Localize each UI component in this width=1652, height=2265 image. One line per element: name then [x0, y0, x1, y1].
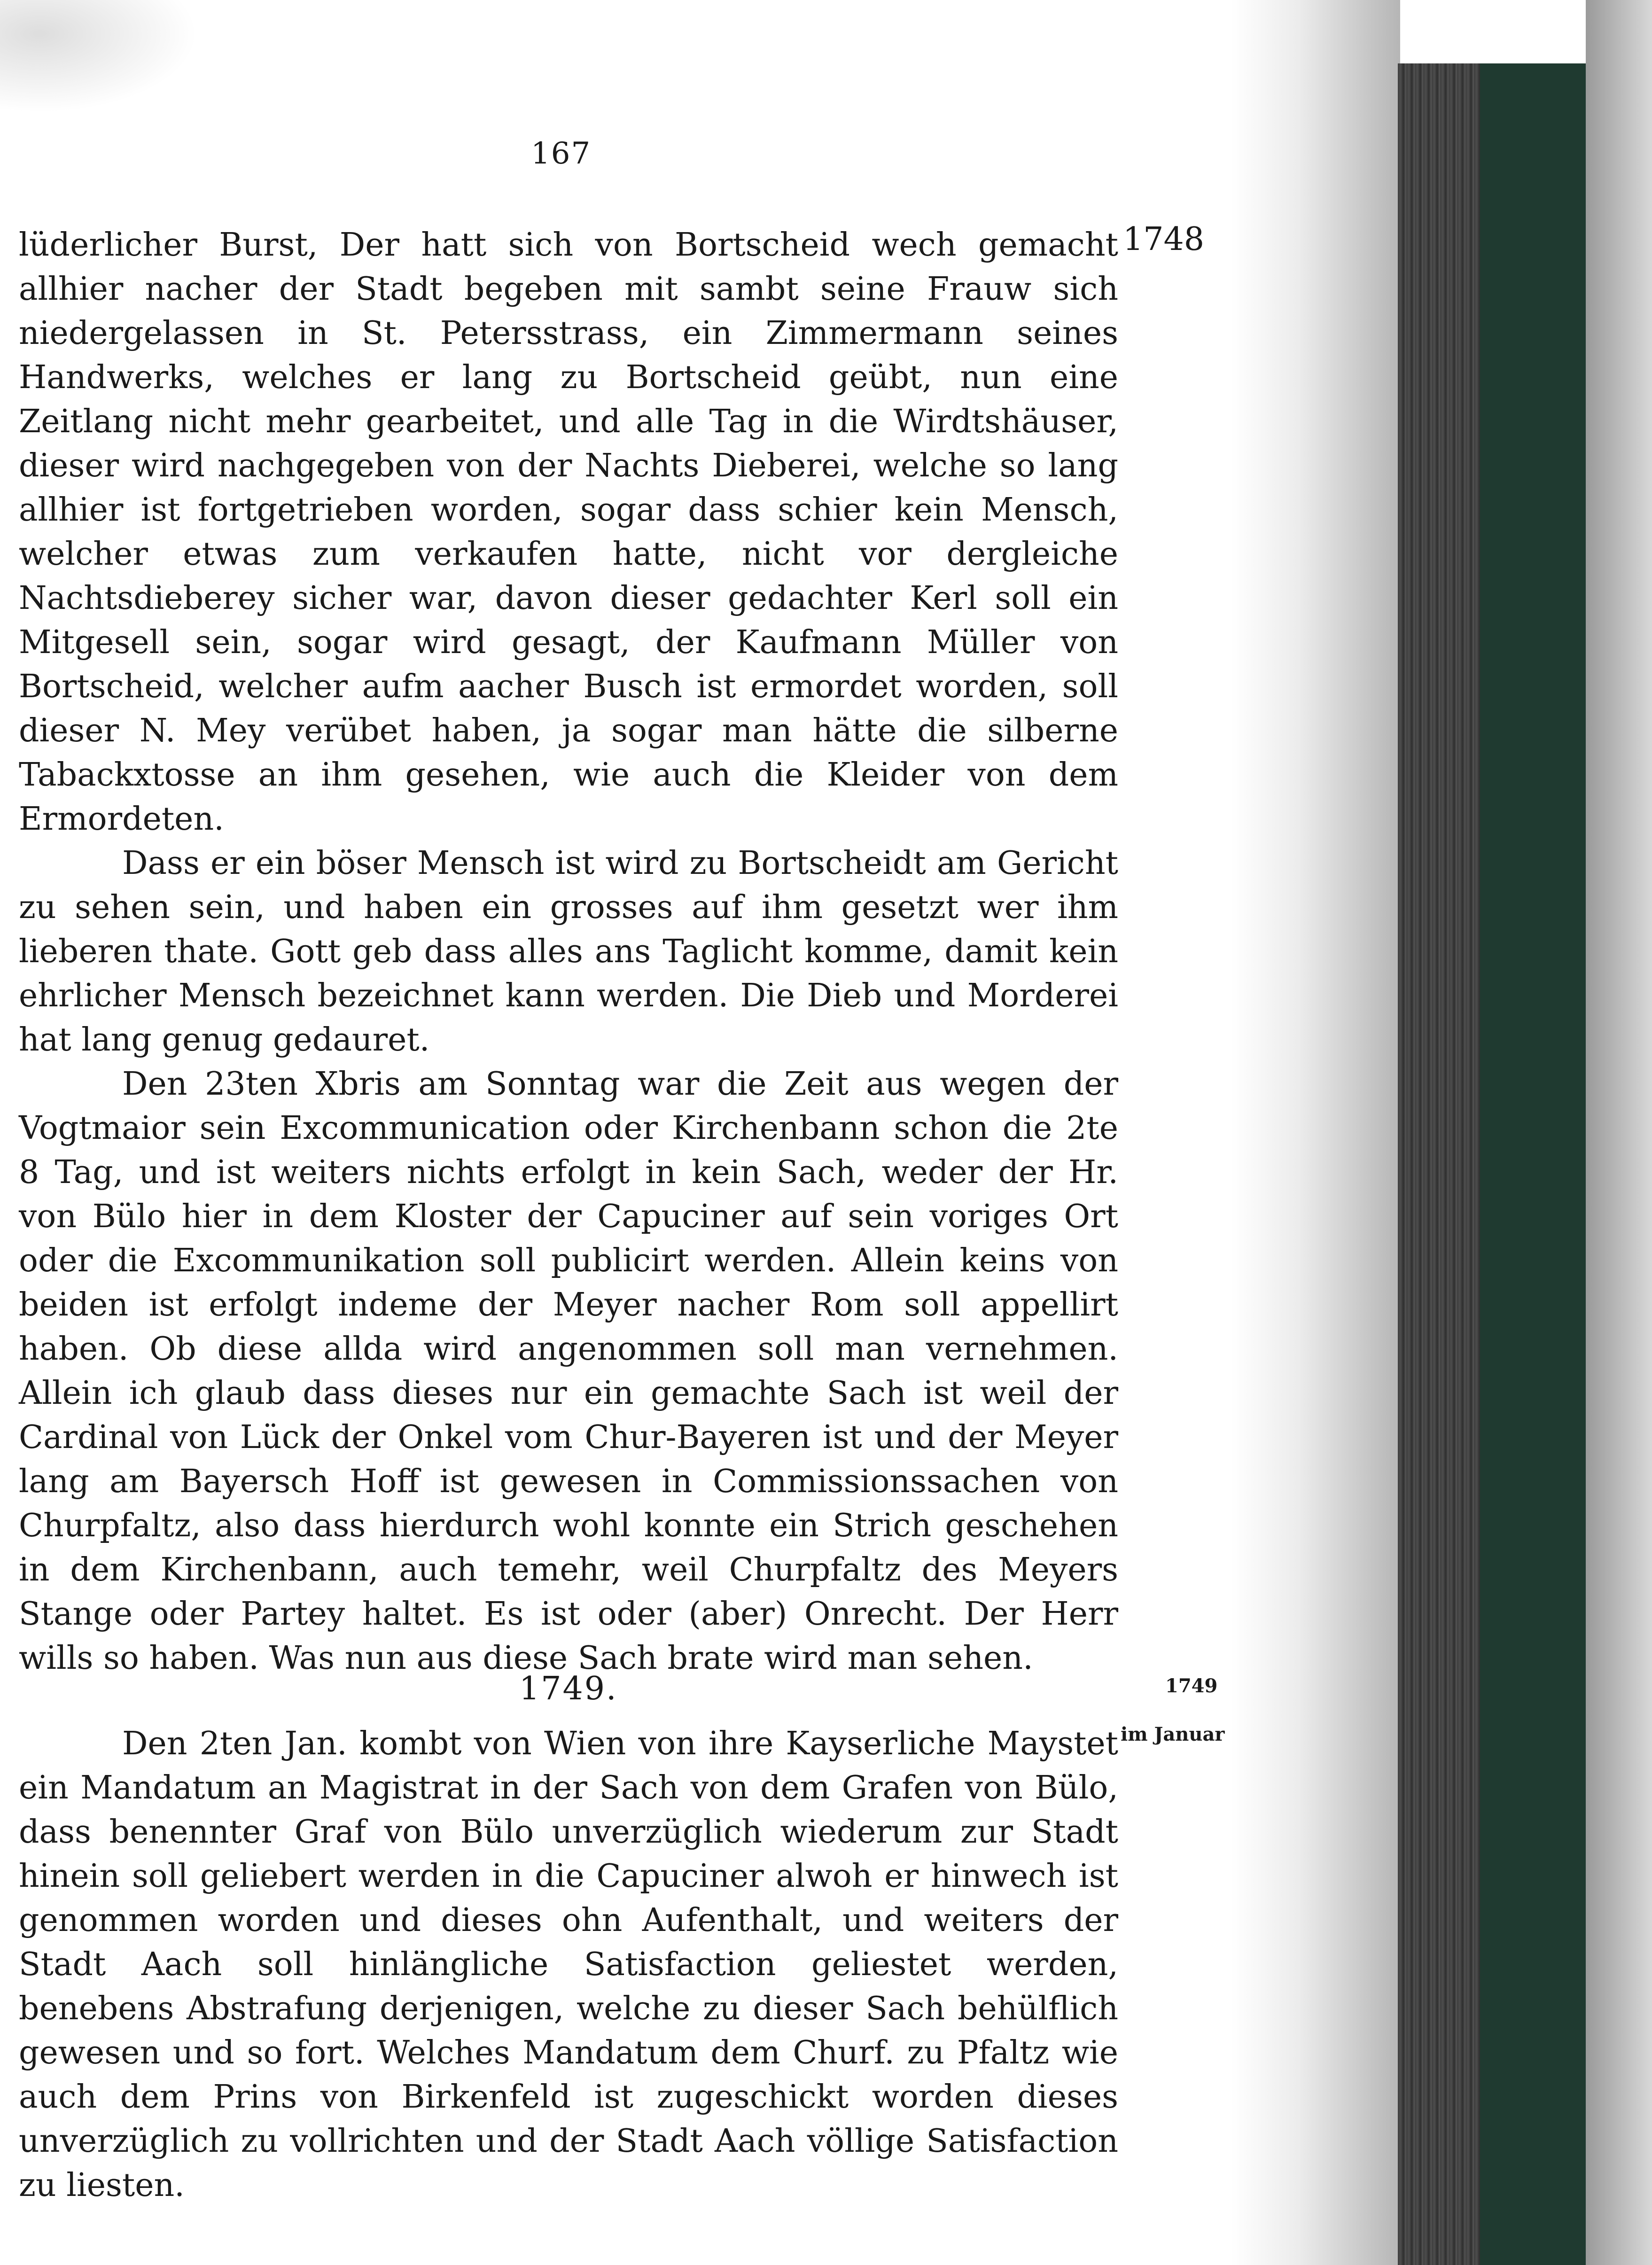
section-heading-1749: 1749.: [519, 1670, 618, 1707]
paragraph-23ten-xbris: Den 23ten Xbris am Sonntag war die Zeit aus wegen der Vogtmaior sein Excommunication oder Kirchenbann schon die 2te 8 Tag, und ist weiters nichts erfolgt in kein Sach, weder der Hr. von Bülo hier in dem Kloster der Capuciner auf sein voriges Ort oder die Excommunikation soll publicirt werden. Allein keins von beiden ist erfolgt indeme der Meyer nacher Rom soll appellirt haben. Ob diese allda wird angenommen soll man vernehmen. Allein ich glaub dass dieses nur ein gemachte Sach ist weil der Cardinal von Lück der Onkel vom Chur-Bayeren ist und der Meyer lang am Bayersch Hoff ist gewesen in Commissionssachen von Churpfaltz, also dass hierdurch wohl konnte ein Strich geschehen in dem Kirchenbann, auch temehr, weil Churpfaltz des Meyers Stange oder Partey haltet. Es ist oder (aber) Onrecht. Der Herr wills so haben. Was nun aus diese Sach brate wird man sehen.: [19, 1066, 1118, 1677]
text-section-1749: [19, 1722, 1118, 2208]
scan-background-right: [1586, 0, 1652, 2265]
paragraph-boeser-mensch: Dass er ein böser Mensch ist wird zu Bortscheidt am Gericht zu sehen sein, und haben ein grosses auf ihm gesetzt wer ihm lieberen thate. Gott geb dass alles ans Taglicht komme, damit kein ehrlicher Mensch bezeichnet kann werden. Die Dieb und Morderei hat lang genug gedauret.: [19, 845, 1118, 1059]
paragraph-continuation: lüderlicher Burst, Der hatt sich von Bortscheid wech gemacht allhier nacher der Stadt begeben mit sambt seine Frauw sich niedergelassen in St. Petersstrass, ein Zimmermann seines Handwerks, welches er lang zu Bortscheid geübt, nun eine Zeitlang nicht mehr gearbeitet, und alle Tag in die Wirdtshäuser, dieser wird nachgegeben von der Nachts Dieberei, welche so lang allhier ist fortgetrieben worden, sogar dass schier kein Mensch, welcher etwas zum verkaufen hatte, nicht vor dergleiche Nachtsdieberey sicher war, davon dieser gedachter Kerl soll ein Mitgesell sein, sogar wird gesagt, der Kaufmann Müller von Bortscheid, welcher aufm aacher Busch ist ermordet worden, soll dieser N. Mey verübet haben, ja sogar man hätte die silberne Tabackxtosse an ihm gesehen, wie auch die Kleider von dem Ermordeten.: [19, 226, 1118, 838]
page-number: 167: [531, 136, 592, 171]
margin-note-year-1748: 1748: [1123, 221, 1205, 258]
book-gutter-shadow: [1231, 0, 1400, 2265]
margin-note-im-januar: im Januar: [1121, 1723, 1225, 1745]
paragraph-2ten-jan: Den 2ten Jan. kombt von Wien von ihre Kayserliche Maystet ein Mandatum an Magistrat in der Sach von dem Grafen von Bülo, dass benennter Graf von Bülo unverzüglich wiederum zur Stadt hinein soll geliebert werden in die Capuciner alwoh er hinwech ist genommen worden und dieses ohn Aufenthalt, und weiters der Stadt Aach soll hinlängliche Satisfaction geliestet werden, benebens Abstrafung derjenigen, welche zu dieser Sach behülflich gewesen und so fort. Welches Mandatum dem Churf. zu Pfaltz wie auch dem Prins von Birkenfeld ist zugeschickt worden dieses unverzüglich zu vollrichten und der Stadt Aach völlige Satisfaction zu liesten.: [19, 1725, 1118, 2204]
scan-noise: [0, 0, 197, 113]
margin-note-year-1749: 1749: [1165, 1675, 1218, 1697]
book-cover-band: [1480, 63, 1586, 2265]
text-section-1748: [19, 223, 1118, 1681]
